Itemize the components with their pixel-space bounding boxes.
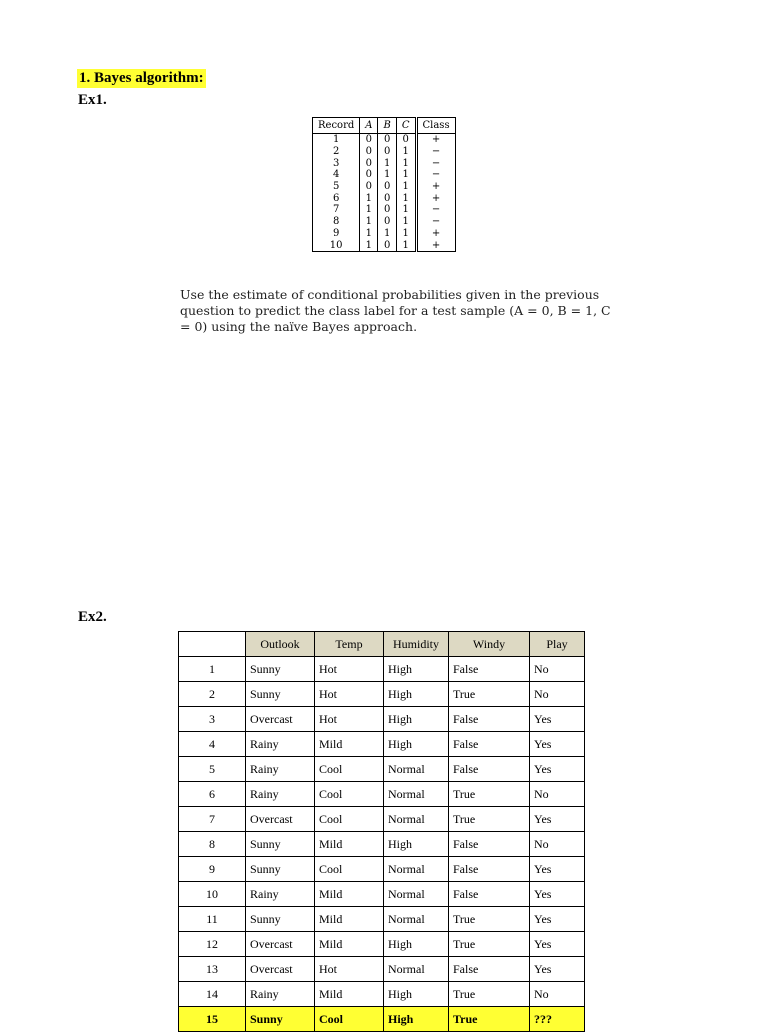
ex1-table-cell: 1 (360, 239, 378, 251)
ex2-table-cell: No (530, 982, 585, 1007)
ex1-table-cell: 0 (396, 134, 416, 146)
ex1-table-cell: 1 (378, 169, 396, 181)
ex2-header-outlook: Outlook (246, 632, 315, 657)
ex1-table-row (313, 181, 456, 193)
ex2-table-cell: Normal (384, 857, 449, 882)
ex1-table-cell: 1 (360, 228, 378, 240)
ex2-table-cell: Hot (315, 682, 384, 707)
ex1-table-cell: 1 (313, 134, 360, 146)
ex2-header-index (179, 632, 246, 657)
ex1-table-row (313, 204, 456, 216)
ex2-table-cell: Yes (530, 857, 585, 882)
ex1-table-row (313, 228, 456, 240)
ex2-table-cell: Rainy (246, 757, 315, 782)
ex1-table-cell: 1 (360, 216, 378, 228)
ex2-table-cell: Normal (384, 907, 449, 932)
ex1-table-cell: 0 (378, 216, 396, 228)
ex2-table-cell: True (449, 1007, 530, 1032)
ex2-table-cell: 15 (179, 1007, 246, 1032)
ex2-table-cell: True (449, 932, 530, 957)
ex2-table-cell: Sunny (246, 682, 315, 707)
ex2-table-cell: Overcast (246, 932, 315, 957)
ex1-table-cell: 1 (396, 216, 416, 228)
ex2-table-cell: False (449, 707, 530, 732)
ex2-table-cell: ??? (530, 1007, 585, 1032)
ex1-header-record: Record (313, 118, 360, 134)
ex2-table-cell: False (449, 657, 530, 682)
ex2-table-cell: Mild (315, 982, 384, 1007)
ex2-table-cell: Mild (315, 907, 384, 932)
ex2-table-row (179, 857, 585, 882)
ex1-table-cell: 1 (396, 204, 416, 216)
ex1-table-cell: 1 (378, 228, 396, 240)
ex1-table-cell: − (416, 204, 455, 216)
ex2-table-cell: High (384, 932, 449, 957)
ex2-table-cell: High (384, 732, 449, 757)
ex2-table-cell: Sunny (246, 857, 315, 882)
ex2-table-cell: Yes (530, 882, 585, 907)
ex1-header-b: B (378, 118, 396, 134)
ex1-table-cell: 1 (396, 181, 416, 193)
ex2-table-cell: Normal (384, 757, 449, 782)
ex2-table-cell: Yes (530, 907, 585, 932)
ex1-table-cell: 0 (378, 146, 396, 158)
ex1-table-cell: 0 (360, 134, 378, 146)
ex1-table-row (313, 239, 456, 251)
ex2-table-cell: 12 (179, 932, 246, 957)
ex2-table-cell: True (449, 782, 530, 807)
ex2-header-play: Play (530, 632, 585, 657)
ex2-table-cell: Cool (315, 1007, 384, 1032)
ex2-table-cell: No (530, 657, 585, 682)
ex2-table-cell: 8 (179, 832, 246, 857)
ex1-table-cell: 5 (313, 181, 360, 193)
ex2-table-row (179, 707, 585, 732)
ex2-table-cell: 5 (179, 757, 246, 782)
ex1-table-cell: 1 (396, 228, 416, 240)
ex1-table-cell: 0 (360, 181, 378, 193)
ex1-table-cell: 4 (313, 169, 360, 181)
ex2-table-cell: Mild (315, 932, 384, 957)
ex1-table-cell: − (416, 157, 455, 169)
ex2-table-cell: 6 (179, 782, 246, 807)
ex2-table-cell: Overcast (246, 957, 315, 982)
ex1-table-header (313, 118, 456, 134)
ex2-table-row (179, 832, 585, 857)
ex1-table-cell: + (416, 181, 455, 193)
ex1-table-cell: 3 (313, 157, 360, 169)
ex2-table-row-query (179, 1007, 585, 1032)
ex2-table-cell: Hot (315, 707, 384, 732)
ex2-table-cell: High (384, 707, 449, 732)
ex1-table-cell: 1 (396, 192, 416, 204)
ex2-table-header (179, 632, 585, 657)
ex2-table-cell: Normal (384, 782, 449, 807)
ex2-header-temp: Temp (315, 632, 384, 657)
ex2-table-cell: Yes (530, 732, 585, 757)
ex2-table-cell: Cool (315, 757, 384, 782)
ex1-table-cell: 0 (378, 181, 396, 193)
ex2-table-cell: 4 (179, 732, 246, 757)
ex1-table-row (313, 192, 456, 204)
ex2-table-cell: Cool (315, 857, 384, 882)
ex2-table-cell: Mild (315, 832, 384, 857)
ex1-table-cell: 0 (378, 134, 396, 146)
ex2-table-cell: True (449, 807, 530, 832)
ex2-table-cell: High (384, 682, 449, 707)
ex2-table-cell: 11 (179, 907, 246, 932)
ex2-table-cell: False (449, 882, 530, 907)
ex1-table-cell: 0 (360, 169, 378, 181)
ex1-table-row (313, 216, 456, 228)
ex1-question: Use the estimate of conditional probabilities given in the previous question to predict the class label for a test sample (A = 0, B = 1, C = 0) using the naïve Bayes approach. (180, 287, 611, 334)
ex1-table-cell: 2 (313, 146, 360, 158)
ex2-table-cell: Rainy (246, 882, 315, 907)
ex2-table-cell: Cool (315, 807, 384, 832)
ex2-table (178, 631, 585, 1032)
ex2-table-row (179, 732, 585, 757)
ex2-table-cell: Rainy (246, 732, 315, 757)
ex2-table-cell: Overcast (246, 807, 315, 832)
ex2-table-row (179, 932, 585, 957)
ex2-table-cell: Sunny (246, 907, 315, 932)
ex1-table-cell: + (416, 134, 455, 146)
ex1-table-cell: 0 (378, 192, 396, 204)
ex2-table-cell: Hot (315, 957, 384, 982)
ex1-table-cell: 1 (378, 157, 396, 169)
ex2-table-cell: Mild (315, 732, 384, 757)
ex2-table-cell: 1 (179, 657, 246, 682)
ex2-table-cell: 3 (179, 707, 246, 732)
ex1-table-cell: 10 (313, 239, 360, 251)
ex2-table-row (179, 907, 585, 932)
ex2-table-cell: No (530, 832, 585, 857)
ex2-label: Ex2. (78, 609, 107, 625)
ex1-table-cell: 1 (396, 146, 416, 158)
ex1-label: Ex1. (78, 92, 107, 108)
ex2-table-cell: Normal (384, 882, 449, 907)
ex2-table-cell: Sunny (246, 832, 315, 857)
ex1-table-cell: 1 (396, 169, 416, 181)
ex2-table-cell: Rainy (246, 982, 315, 1007)
ex2-table-row (179, 657, 585, 682)
ex1-table-cell: + (416, 192, 455, 204)
ex2-table-cell: No (530, 682, 585, 707)
ex2-table-cell: 7 (179, 807, 246, 832)
ex2-table-cell: Yes (530, 807, 585, 832)
ex2-table-cell: High (384, 832, 449, 857)
ex2-table-cell: Sunny (246, 657, 315, 682)
ex2-table-cell: High (384, 1007, 449, 1032)
ex1-table-cell: − (416, 169, 455, 181)
ex2-table-cell: 9 (179, 857, 246, 882)
ex1-table-row (313, 146, 456, 158)
ex1-table-cell: 1 (360, 192, 378, 204)
ex1-table-cell: + (416, 228, 455, 240)
ex1-header-c: C (396, 118, 416, 134)
ex2-table-cell: Hot (315, 657, 384, 682)
ex1-table-cell: − (416, 146, 455, 158)
ex2-table-cell: False (449, 957, 530, 982)
section-heading: 1. Bayes algorithm: (79, 70, 204, 86)
ex2-table-cell: Normal (384, 807, 449, 832)
ex2-table-cell: Cool (315, 782, 384, 807)
ex2-table-cell: Yes (530, 707, 585, 732)
ex2-table-row (179, 882, 585, 907)
ex2-table-row (179, 807, 585, 832)
ex2-table-row (179, 782, 585, 807)
ex2-table-cell: High (384, 657, 449, 682)
ex1-table-cell: 0 (360, 146, 378, 158)
ex1-table-cell: 7 (313, 204, 360, 216)
ex2-table-cell: Rainy (246, 782, 315, 807)
ex1-header-class: Class (416, 118, 455, 134)
ex1-table-cell: 0 (378, 204, 396, 216)
ex2-table-cell: Mild (315, 882, 384, 907)
ex1-table-cell: 0 (378, 239, 396, 251)
ex2-table-cell: Yes (530, 957, 585, 982)
ex2-table-cell: True (449, 682, 530, 707)
ex2-table-cell: 13 (179, 957, 246, 982)
ex1-table-row (313, 157, 456, 169)
ex1-table-cell: 1 (396, 239, 416, 251)
ex2-table-row (179, 682, 585, 707)
ex1-table-cell: 8 (313, 216, 360, 228)
ex2-table-cell: Normal (384, 957, 449, 982)
ex1-table-cell: 9 (313, 228, 360, 240)
ex2-table-cell: High (384, 982, 449, 1007)
ex2-table-cell: Yes (530, 932, 585, 957)
ex2-header-humidity: Humidity (384, 632, 449, 657)
ex1-table-cell: 1 (360, 204, 378, 216)
ex2-table-cell: False (449, 857, 530, 882)
ex2-table-row (179, 982, 585, 1007)
ex1-table-row (313, 169, 456, 181)
ex2-table-cell: No (530, 782, 585, 807)
ex1-table-row (313, 134, 456, 146)
ex2-table-row (179, 757, 585, 782)
ex2-header-windy: Windy (449, 632, 530, 657)
ex2-table-cell: Sunny (246, 1007, 315, 1032)
ex1-table-cell: − (416, 216, 455, 228)
ex1-table-cell: 0 (360, 157, 378, 169)
ex2-table-cell: 2 (179, 682, 246, 707)
ex2-table-cell: False (449, 832, 530, 857)
ex1-header-a: A (360, 118, 378, 134)
ex2-table-cell: 10 (179, 882, 246, 907)
ex1-table-cell: 6 (313, 192, 360, 204)
ex2-table-cell: False (449, 732, 530, 757)
ex2-table-cell: False (449, 757, 530, 782)
ex2-table-cell: Overcast (246, 707, 315, 732)
ex2-table-cell: Yes (530, 757, 585, 782)
ex2-table-row (179, 957, 585, 982)
ex1-table-cell: 1 (396, 157, 416, 169)
ex2-table-cell: True (449, 982, 530, 1007)
ex1-table-cell: + (416, 239, 455, 251)
ex2-table-cell: True (449, 907, 530, 932)
ex2-table-cell: 14 (179, 982, 246, 1007)
ex1-table (312, 117, 456, 252)
